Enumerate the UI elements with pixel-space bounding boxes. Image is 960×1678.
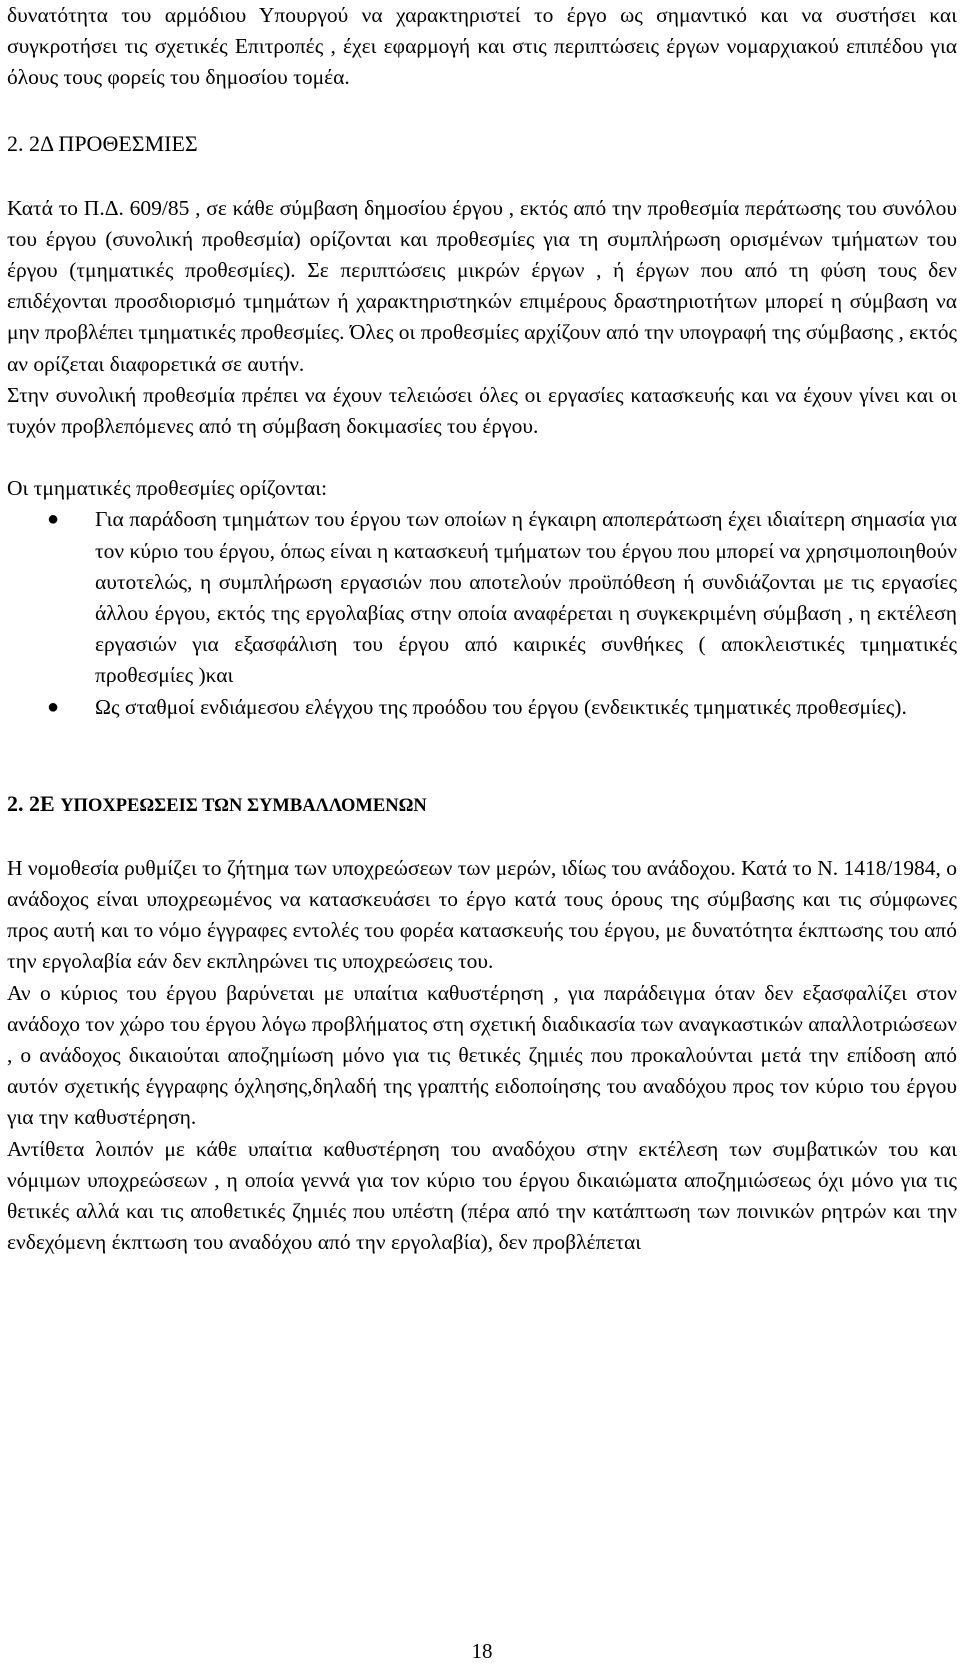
spacer <box>7 822 957 853</box>
document-page <box>7 0 957 1678</box>
list-item-text: Ως σταθμοί ενδιάμεσου ελέγχου της προόδου του έργου (ενδεικτικές τμηματικές προθεσμίες). <box>95 694 907 719</box>
obligations-paragraph-2: Αν ο κύριος του έργου βαρύνεται με υπαίτια καθυστέρηση , για παράδειγμα όταν δεν εξασφαλίζει στον ανάδοχο τον χώρο του έργου λόγω προβλήματος στη σχετική διαδικασία των αναγκαστικών απαλλοτριώσεων , ο ανάδοχος δικαιούται αποζημίωση μόνο για τις θετικές ζημιές που προκαλούνται μετά την επίδοση από αυτόν σχετικής έγγραφης όχλησης,δηλαδή της γραπτής ειδοποίησης του αναδόχου προς τον κύριο του έργου για την καθυστέρηση. <box>7 980 957 1130</box>
spacer <box>7 159 957 193</box>
deadlines-paragraph-1: Κατά το Π.Δ. 609/85 , σε κάθε σύμβαση δημοσίου έργου , εκτός από την προθεσμία περάτωσης του συνόλου του έργου (συνολική προθεσμία) ορίζονται και προθεσμίες για τη συμπλήρωση ορισμένων τμήματων του έργου (τμηματικές προθεσμίες). Σε περιπτώσεις μικρών έργων , ή έργων που από τη φύση τους δεν επιδέχονται προσδιορισμό τμημάτων ή χαρακτηριστηκών επιμέρους δραστηριοτήτων μπορεί η σύμβαση να μην προβλέπει τμηματικές προθεσμίες. Όλες οι προθεσμίες αρχίζουν από την υπογραφή της σύμβασης , εκτός αν ορίζεται διαφορετικά σε αυτήν. <box>7 195 958 376</box>
deadlines-list-intro: Οι τμηματικές προθεσμίες ορίζονται: <box>7 476 328 501</box>
section-heading-obligations <box>7 788 957 822</box>
section-heading-number: 2. 2Ε <box>7 790 55 816</box>
deadlines-paragraph-2: Στην συνολική προθεσμία πρέπει να έχουν τελειώσει όλες οι εργασίες κατασκευής και να έχουν γίνει και οι τυχόν προβλεπόμενες από τη σύμβαση δοκιμασίες του έργου. <box>7 382 957 439</box>
list-item <box>7 504 957 691</box>
bullet-icon: ● <box>47 508 60 531</box>
list-item-text: Για παράδοση τμημάτων του έργου των οποίων η έγκαιρη αποπεράτωση έχει ιδιαίτερη σημασία για τον κύριο του έργου, όπως είναι η κατασκευή τμήματων του έργου που μπορεί να χρησιμοποιηθούν αυτοτελώς, η συμπλήρωση εργασιών που αποτελούν προϋπόθεση ή συνδιάζονται με τις εργασίες άλλου έργου, εκτός της εργολαβίας στην οποία αναφέρεται η συγκεκριμένη σύμβαση , η εκτέλεση εργασιών για εξασφάλιση του έργου από καιρικές συνθήκες ( αποκλειστικές τμηματικές προθεσμίες )και <box>95 507 957 688</box>
section-heading-deadlines: 2. 2Δ ΠΡΟΘΕΣΜΙΕΣ <box>7 130 198 156</box>
obligations-paragraph-3: Αντίθετα λοιπόν με κάθε υπαίτια καθυστέρηση του αναδόχου στην εκτέλεση των συμβατικών του και νόμιμων υποχρεώσεων , η οποία γεννά για τον κύριο του έργου δικαιώματα αποζημιώσεως όχι μόνο για τις θετικές αλλά και τις αποθετικές ζημιές που υπέστη (πέρα από την κατάπτωση των ποινικών ρητρών και την ενδεχόμενη έκπτωση του αναδόχου από την εργολαβία), δεν προβλέπεται <box>7 1136 957 1255</box>
section-heading-title: ΥΠΟΧΡΕΩΣΕΙΣ ΤΩΝ ΣΥΜΒΑΛΛΟΜΕΝΩΝ <box>60 795 427 816</box>
page-number: 18 <box>471 1639 493 1663</box>
spacer <box>7 442 957 473</box>
obligations-paragraph-1: Η νομοθεσία ρυθμίζει το ζήτημα των υποχρεώσεων των μερών, ιδίως του ανάδοχου. Κατά το Ν. 1418/1984, ο ανάδοχος είναι υποχρεωμένος να κατασκευάσει το έργο κατά τους όρους της σύμβασης και τις σύμφωνες προς αυτή και το νόμο έγγραφες εντολές του φορέα κατασκευής του έργου, με δυνατότητα έκπτωσης του από την εργολαβία εάν δεν εκπληρώνει τις υποχρεώσεις του. <box>7 855 957 974</box>
spacer <box>7 757 957 788</box>
bullet-icon: ● <box>47 695 60 718</box>
spacer <box>7 723 957 757</box>
spacer <box>7 94 957 128</box>
intro-paragraph: δυνατότητα του αρμόδιου Υπουργού να χαρακτηριστεί το έργο ως σημαντικό και να συστήσει και συγκροτήσει τις σχετικές Επιτροπές , έχει εφαρμογή και στις περιπτώσεις έργων νομαρχιακού επιπέδου για όλους τους φορείς του δημοσίου τομέα. <box>7 3 957 90</box>
deadlines-bullet-list <box>7 504 957 722</box>
list-item <box>7 692 957 723</box>
